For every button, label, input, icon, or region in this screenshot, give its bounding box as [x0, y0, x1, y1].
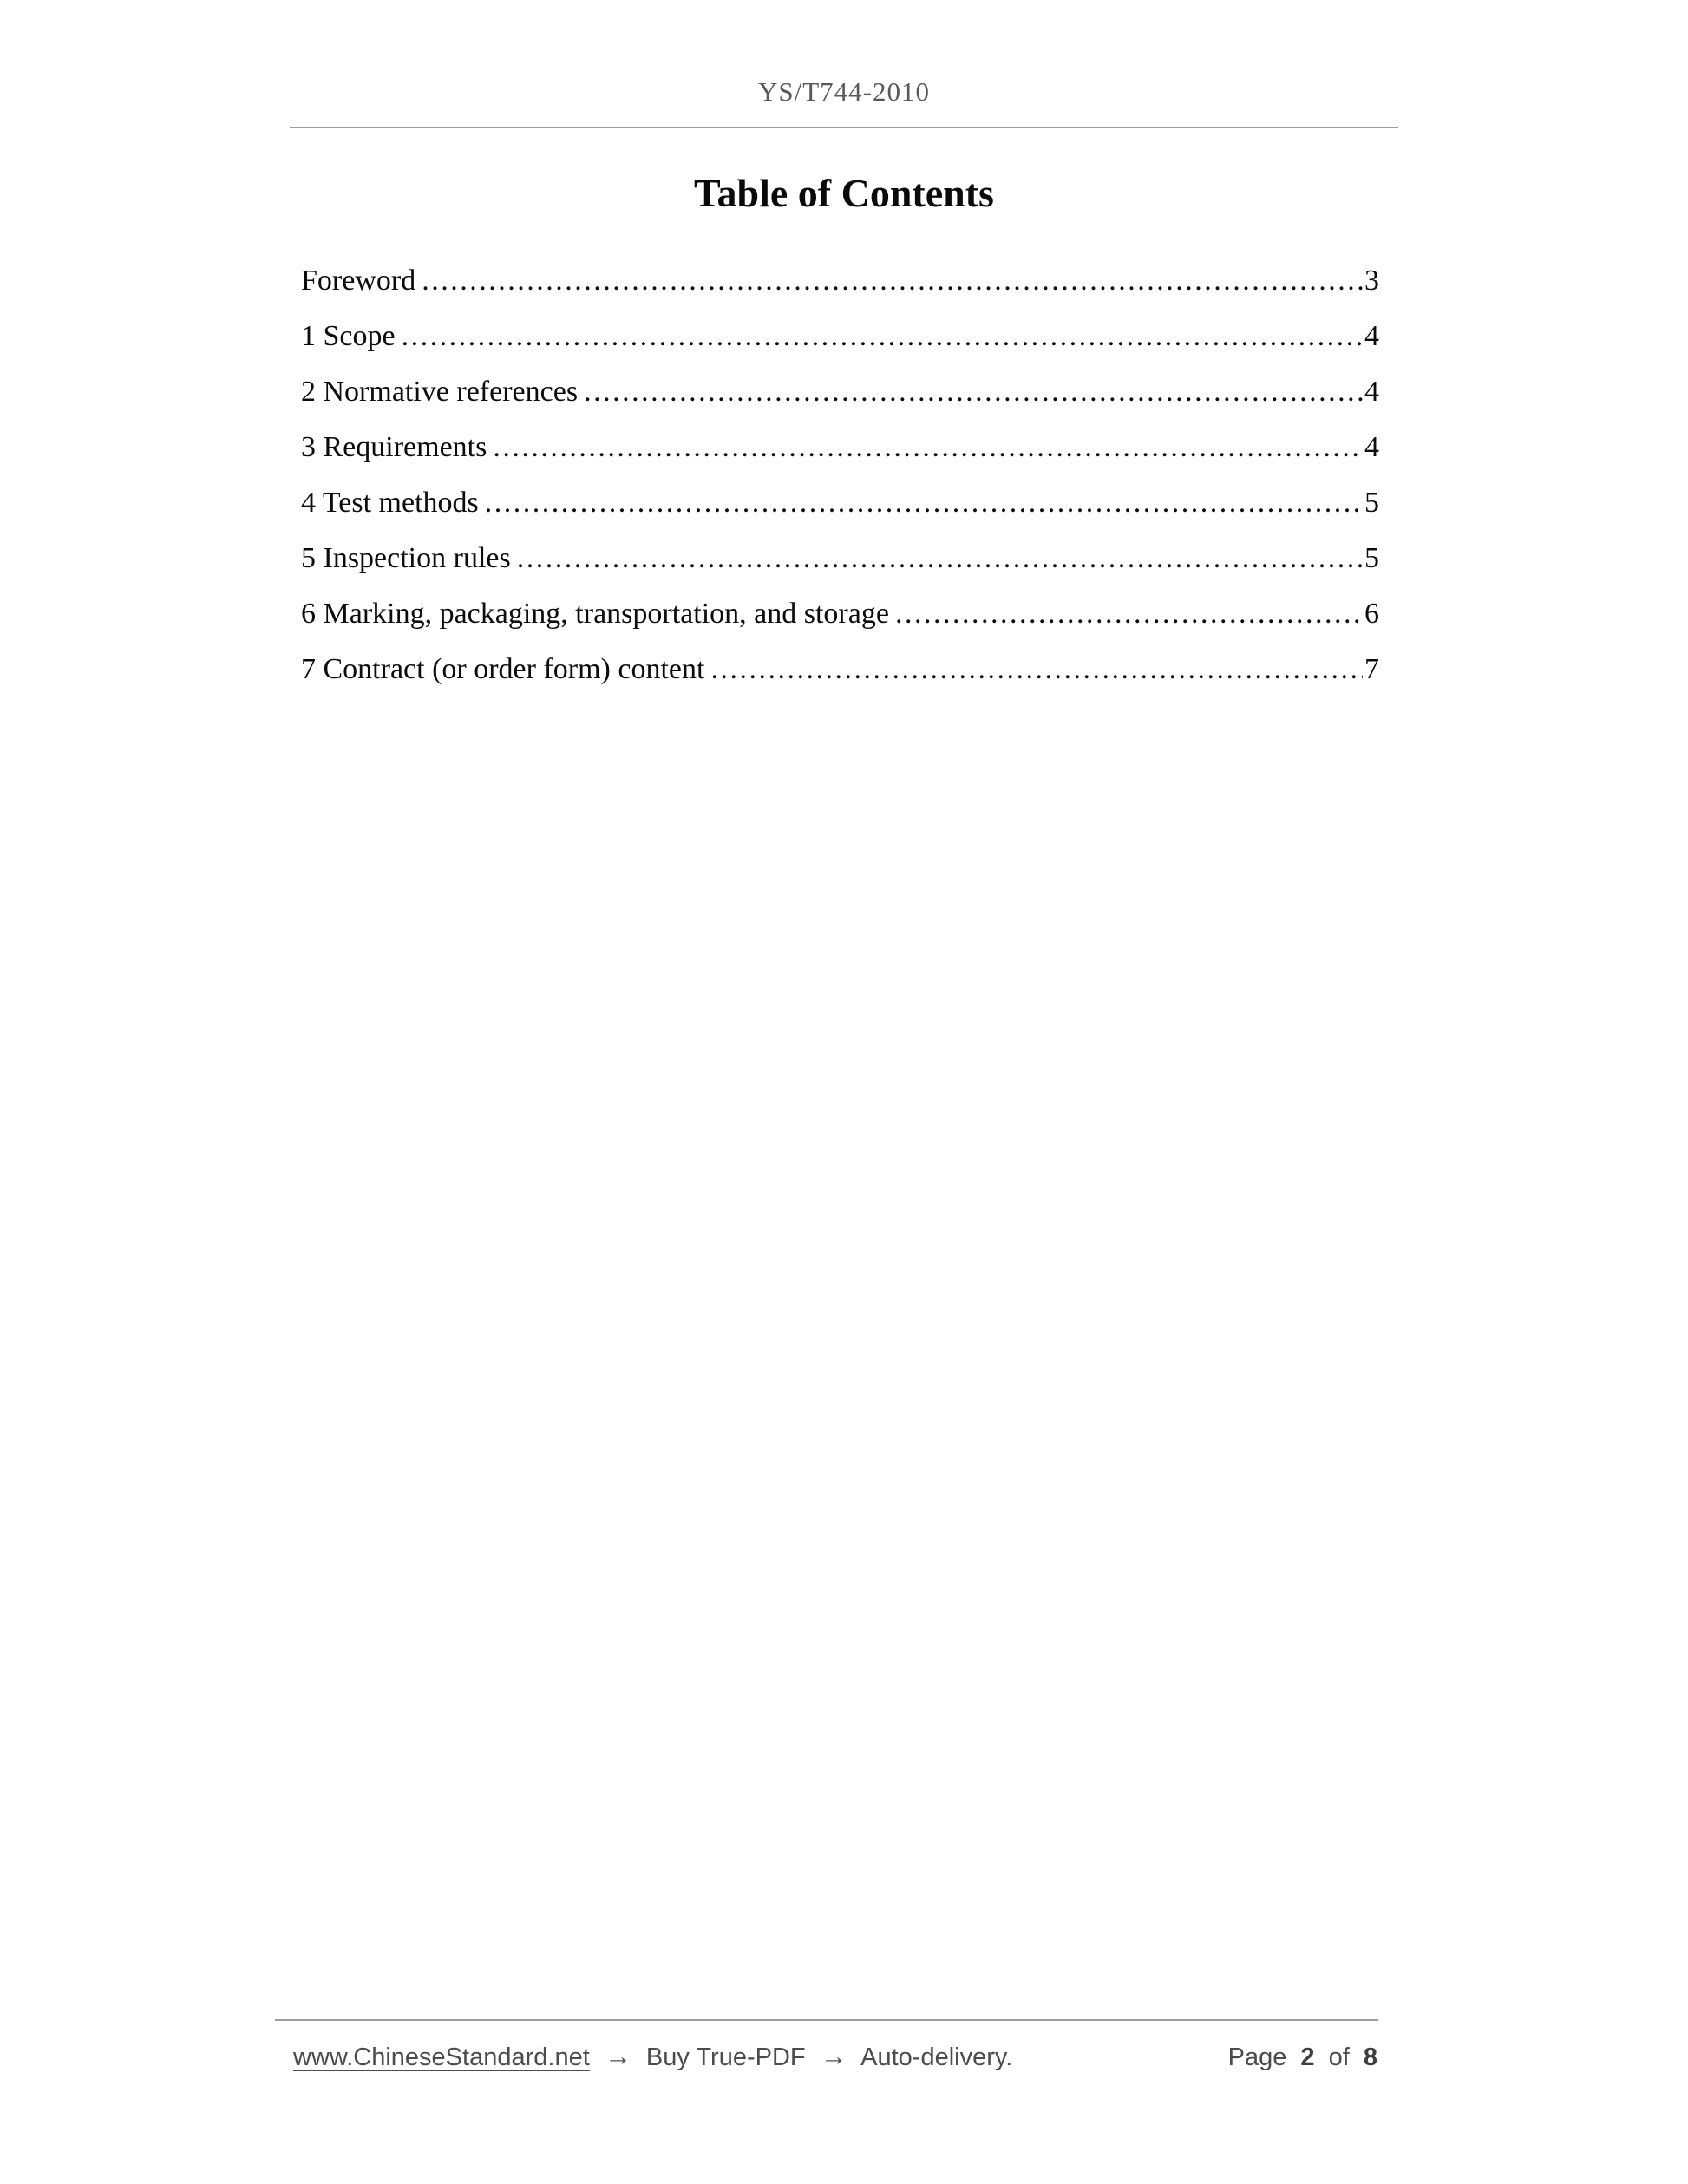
footer-step-buy: Buy True-PDF [645, 2043, 806, 2071]
header-divider [290, 127, 1398, 128]
page-indicator [1228, 2039, 1377, 2076]
toc-dot-leader [710, 642, 1363, 697]
toc-dot-leader [402, 309, 1363, 364]
toc-entry [301, 309, 1379, 364]
website-link[interactable]: www.ChineseStandard.net [293, 2043, 590, 2071]
toc-entry [301, 420, 1379, 475]
toc-entry-label: 1 Scope [301, 320, 396, 352]
toc-entry-page: 4 [1364, 376, 1379, 408]
total-page-number: 8 [1363, 2043, 1377, 2071]
current-page-number: 2 [1300, 2043, 1315, 2071]
toc-entry-label: Foreword [301, 265, 416, 297]
toc-entry-page: 5 [1364, 542, 1379, 574]
toc-entry-label: 5 Inspection rules [301, 542, 511, 574]
footer-divider [275, 2019, 1378, 2021]
toc-entry-label: 3 Requirements [301, 431, 487, 463]
toc-entry-page: 5 [1364, 487, 1379, 519]
toc-entry [301, 364, 1379, 420]
toc-entry-label: 6 Marking, packaging, transportation, and storage [301, 598, 889, 630]
footer-info [293, 2038, 1012, 2076]
toc-entry-label: 2 Normative references [301, 376, 579, 408]
arrow-icon: → [604, 2041, 631, 2071]
toc-entry [301, 586, 1379, 642]
page-label: Page [1227, 2043, 1287, 2071]
toc-entry-page: 7 [1364, 653, 1379, 685]
document-footer [293, 2038, 1377, 2076]
toc-entry [301, 253, 1379, 309]
toc-dot-leader [422, 253, 1363, 309]
arrow-icon: → [820, 2041, 847, 2071]
toc-entry-page: 4 [1364, 431, 1379, 463]
toc-dot-leader [584, 364, 1363, 420]
toc-dot-leader [493, 420, 1363, 475]
toc-entry-page: 6 [1364, 598, 1379, 630]
toc-entry-label: 4 Test methods [301, 487, 479, 519]
toc-entry-label: 7 Contract (or order form) content [301, 653, 705, 685]
page-title: Table of Contents [694, 171, 994, 215]
toc-dot-leader [485, 475, 1363, 531]
toc-dot-leader [895, 586, 1363, 642]
toc-dot-leader [517, 531, 1363, 586]
table-of-contents [301, 253, 1379, 697]
toc-entry-page: 4 [1364, 320, 1379, 352]
toc-entry-page: 3 [1364, 265, 1379, 297]
toc-entry [301, 475, 1379, 531]
doc-number: YS/T744-2010 [758, 76, 930, 107]
of-label: of [1328, 2043, 1350, 2071]
footer-step-delivery: Auto-delivery. [860, 2043, 1013, 2071]
toc-entry [301, 642, 1379, 697]
toc-entry [301, 531, 1379, 586]
